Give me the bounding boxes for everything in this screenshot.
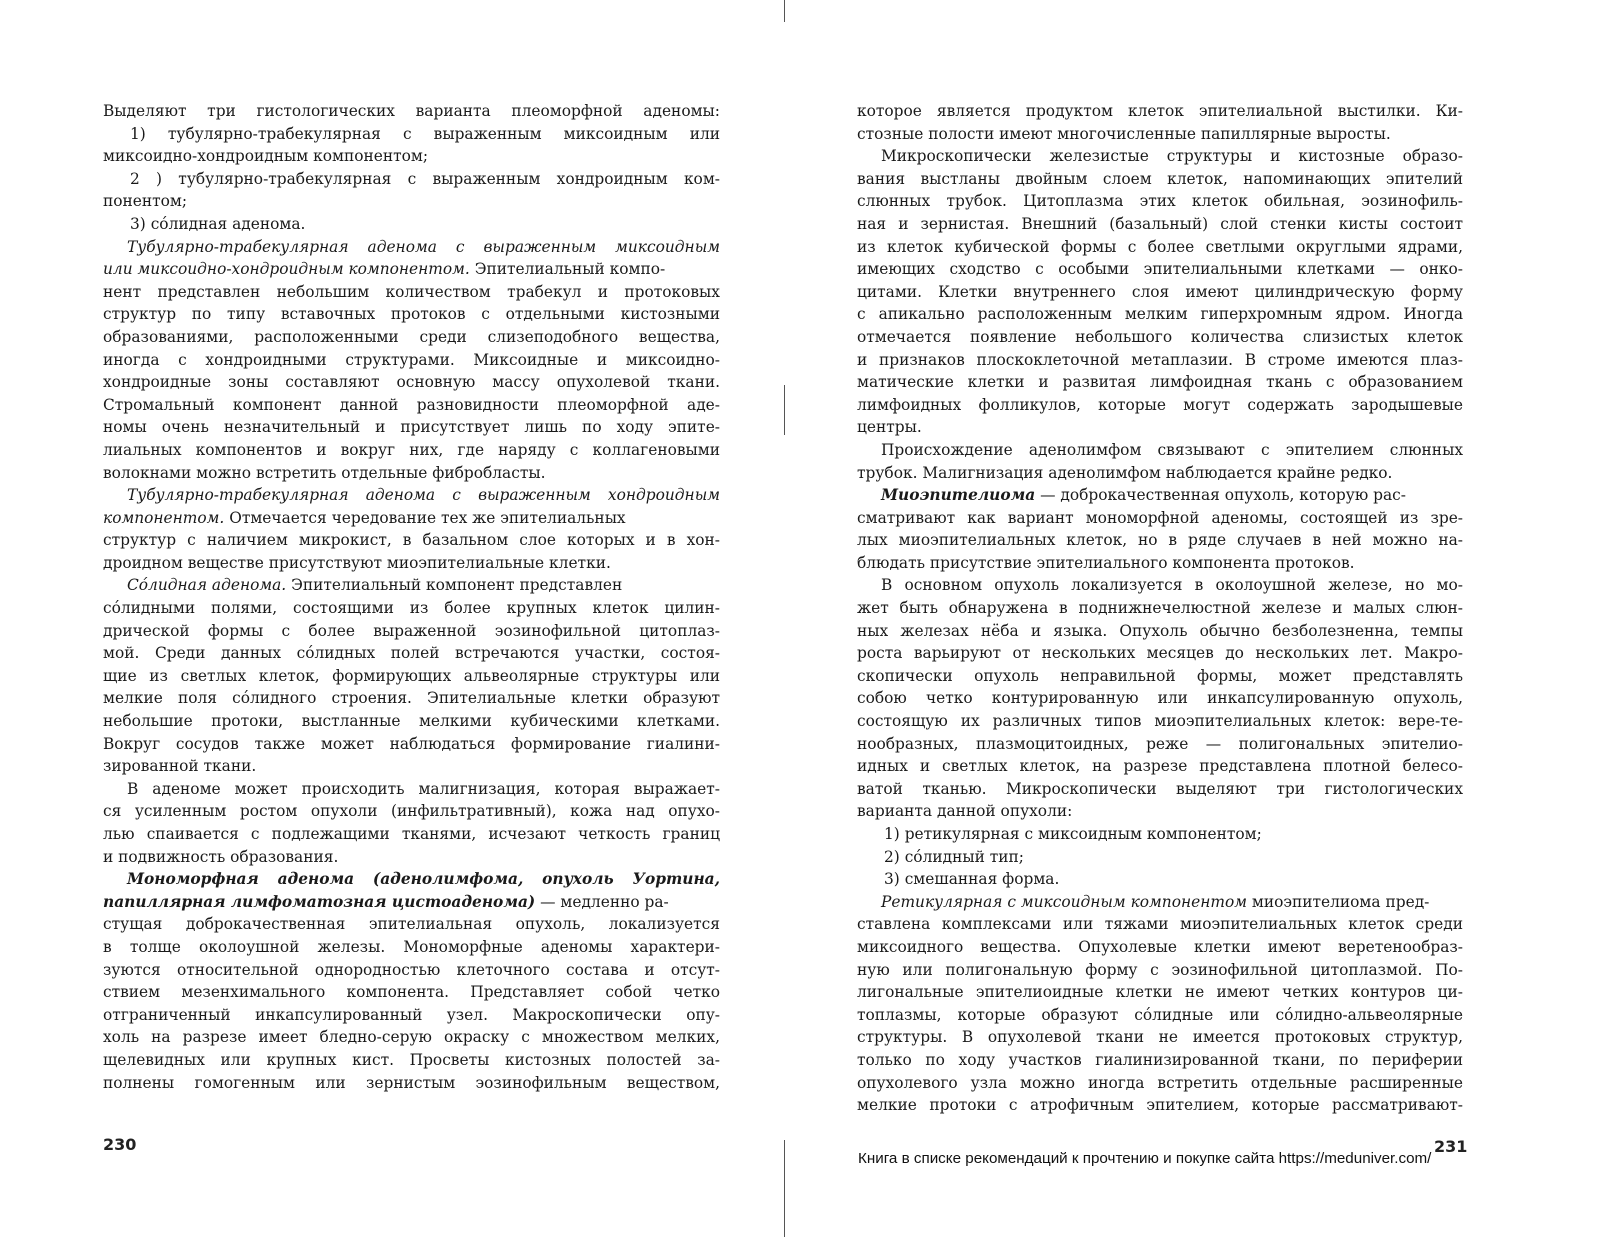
list-item: 1) ретикулярная с миксоидным компонентом;: [884, 825, 1262, 843]
section-heading: Тубулярно-трабекулярная аденома с выраженным миксоидным: [127, 237, 720, 256]
text-line: варианта данной опухоли:: [857, 802, 1073, 821]
text-line: Происхождение аденолимфом связывают с эпителием слюнных: [881, 440, 1463, 459]
text-line: топлазмы, которые образуют сóлидные или сóлидно-альвеолярные: [857, 1005, 1463, 1024]
text-line: отграниченный инкапсулированный узел. Макроскопически опу-: [103, 1005, 720, 1024]
text-line: и подвижность образования.: [103, 847, 339, 866]
section-heading: компонентом.: [103, 508, 225, 527]
section-heading: Тубулярно-трабекулярная аденома с выраженным хондроидным: [127, 486, 720, 505]
text-line: в толще околоушной железы. Мономорфные аденомы характери-: [103, 937, 720, 956]
text-line: лиальных компонентов и вокруг них, где наряду с коллагеновыми: [103, 440, 720, 459]
text-line: центры.: [857, 418, 922, 437]
section-heading: папиллярная лимфоматозная цистоаденома): [103, 892, 536, 911]
text-line: состоящую их различных типов миоэпителиальных клеток: вере-те-: [857, 712, 1463, 731]
text-line: из клеток кубической формы с более светлыми округлыми ядрами,: [857, 237, 1463, 256]
text-line: которое является продуктом клеток эпителиальной выстилки. Ки-: [857, 102, 1463, 120]
text-line: структур по типу вставочных протоков с отдельными кистозными: [103, 305, 720, 324]
text-fragment: Отмечается чередование тех же эпителиальных: [229, 508, 626, 527]
text-line: понентом;: [103, 192, 188, 211]
text-line: структур с наличием микрокист, в базальном слое которых и в хон-: [103, 531, 720, 550]
text-line: полнены гомогенным или зернистым эозинофильным веществом,: [103, 1073, 720, 1092]
text-line: опухолевого узла можно иногда встретить отдельные расширенные: [857, 1073, 1463, 1092]
text-line: Вокруг сосудов также может наблюдаться формирование гиалини-: [103, 734, 720, 753]
list-item: 2 ) тубулярно-трабекулярная с выраженным хондроидным ком-: [130, 169, 720, 188]
text-line: нообразных, плазмоцитоидных, реже — полигональных эпителио-: [857, 734, 1463, 753]
text-line: миксоидно-хондроидным компонентом;: [103, 147, 429, 166]
text-line: мелкие протоки с атрофичным эпителием, которые рассматривают-: [857, 1096, 1463, 1115]
text-line: матические клетки и развитая лимфоидная ткань с образованием: [857, 373, 1463, 392]
text-line: волокнами можно встретить отдельные фибробласты.: [103, 463, 546, 482]
text-line: лью спаивается с подлежащими тканями, исчезают четкость границ: [103, 825, 720, 843]
list-item: 3) смешанная форма.: [884, 870, 1060, 889]
text-line: миксоидного вещества. Опухолевые клетки имеют веретенообраз-: [857, 937, 1463, 956]
text-line: ствием мезенхимального компонента. Представляет собой четко: [103, 983, 720, 1002]
text-line: [857, 891, 1463, 914]
text-line: лигональные эпителиоидные клетки не имеют четких контуров ци-: [857, 983, 1463, 1002]
text-line: цитами. Клетки внутреннего слоя имеют цилиндрическую форму: [857, 282, 1463, 301]
text-line: номы очень незначительный и присутствует лишь по ходу эпите-: [103, 418, 720, 437]
list-item: 3) сóлидная аденома.: [130, 214, 306, 233]
text-line: щелевидных или крупных кист. Просветы кистозных полостей за-: [103, 1050, 720, 1069]
text-line: дроидном веществе присутствуют миоэпителиальные клетки.: [103, 553, 611, 572]
text-line: идных и светлых клеток, на разрезе представлена плотной белесо-: [857, 757, 1463, 776]
text-line: ставлена комплексами или тяжами миоэпителиальных клеток среди: [857, 915, 1463, 934]
text-line: вания выстланы двойным слоем клеток, напоминающих эпителий: [857, 169, 1463, 188]
section-heading: или миксоидно-хондроидным компонентом.: [103, 260, 470, 279]
text-line: [857, 484, 1463, 507]
text-line: ся усиленным ростом опухоли (инфильтративный), кожа над опухо-: [103, 802, 720, 821]
text-line: ная и зернистая. Внешний (базальный) слой стенки кисты состоит: [857, 214, 1463, 233]
footer-note: Книга в списке рекомендаций к прочтению и покупке сайта https://meduniver.com/: [858, 1150, 1432, 1167]
text-line: только по ходу участков гиалинизированной ткани, по периферии: [857, 1050, 1463, 1069]
text-line: образованиями, расположенными среди слизеподобного вещества,: [103, 327, 720, 346]
text-fragment: — медленно ра-: [535, 892, 669, 911]
text-line: Микроскопически железистые структуры и кистозные образо-: [881, 147, 1463, 166]
text-line: жет быть обнаружена в поднижнечелюстной железе и малых слюн-: [857, 599, 1463, 618]
text-line: структуры. В опухолевой ткани не имеется протоковых структур,: [857, 1028, 1463, 1047]
text-line: имеющих сходство с особыми эпителиальными клетками — онко-: [857, 260, 1463, 279]
text-line: роста варьируют от нескольких месяцев до нескольких лет. Макро-: [857, 644, 1463, 663]
text-line: и признаков плоскоклеточной метаплазии. В строме имеются плаз-: [857, 350, 1463, 369]
text-line: с апикально расположенным мелким гиперхромным ядром. Иногда: [857, 305, 1463, 324]
text-line: дрической формы с более выраженной эозинофильной цитоплаз-: [103, 621, 720, 640]
text-line: ватой тканью. Микроскопически выделяют три гистологических: [857, 779, 1463, 798]
text-line: блюдать присутствие эпителиального компонента протоков.: [857, 553, 1355, 572]
text-line: хондроидные зоны составляют основную массу опухолевой ткани.: [103, 373, 720, 392]
text-line: [103, 258, 720, 281]
text-line: холь на разрезе имеет бледно-серую окраску с множеством мелких,: [103, 1028, 720, 1047]
text-line: зуются относительной однородностью клеточного состава и отсут-: [103, 960, 720, 979]
text-line: отмечается появление небольшого количества слизистых клеток: [857, 327, 1463, 346]
text-line: нент представлен небольшим количеством трабекул и протоковых: [103, 282, 720, 301]
list-item: 1) тубулярно-трабекулярная с выраженным миксоидным или: [130, 124, 720, 143]
text-line: собою четко контурированную или инкапсулированную опухоль,: [857, 689, 1463, 708]
section-heading: Мономорфная аденома (аденолимфома, опухоль Уортина,: [127, 870, 720, 889]
page-number-right: 231: [1434, 1137, 1468, 1156]
text-line: щие из светлых клеток, формирующих альвеолярные структуры или: [103, 666, 720, 685]
text-line: лимфоидных фолликулов, которые могут содержать зародышевые: [857, 395, 1463, 414]
left-page: [103, 100, 720, 1094]
spine-line-middle: [784, 385, 785, 435]
text-line: слюнных трубок. Цитоплазма этих клеток обильная, эозинофиль-: [857, 192, 1463, 211]
text-line: В аденоме может происходить малигнизация, которая выражает-: [127, 779, 720, 798]
text-fragment: — доброкачественная опухоль, которую рас-: [1035, 486, 1406, 505]
text-line: ных железах нёба и языка. Опухоль обычно безболезненна, темпы: [857, 621, 1463, 640]
text-line: мелкие поля сóлидного строения. Эпителиальные клетки образуют: [103, 689, 720, 708]
text-line: [103, 891, 720, 914]
text-fragment: Эпителиальный компо-: [474, 260, 666, 279]
text-line: зированной ткани.: [103, 757, 257, 776]
text-line: ную или полигональную форму с эозинофильной цитоплазмой. По-: [857, 960, 1463, 979]
spine-line-top: [784, 0, 785, 22]
text-line: сóлидными полями, состоящими из более крупных клеток цилин-: [103, 599, 720, 618]
section-heading: Сóлидная аденома.: [127, 576, 287, 595]
text-line: стозные полости имеют многочисленные папиллярные выросты.: [857, 124, 1391, 143]
text-line: [103, 574, 720, 597]
text-line: Стромальный компонент данной разновидности плеоморфной аде-: [103, 395, 720, 414]
section-heading: Миоэпителиома: [881, 486, 1036, 505]
text-line: лых миоэпителиальных клеток, но в ряде случаев в ней можно на-: [857, 531, 1463, 550]
text-line: трубок. Малигнизация аденолимфом наблюдается крайне редко.: [857, 463, 1393, 482]
text-line: скопически опухоль неправильной формы, может представлять: [857, 666, 1463, 685]
text-line: В основном опухоль локализуется в околоушной железе, но мо-: [881, 576, 1463, 595]
right-page: [857, 100, 1463, 1117]
text-line: мой. Среди данных сóлидных полей встречаются участки, состоя-: [103, 644, 720, 663]
list-item: 2) сóлидный тип;: [884, 847, 1024, 866]
text-fragment: Эпителиальный компонент представлен: [291, 576, 623, 595]
spine-line-bottom: [784, 1140, 785, 1237]
section-heading: Ретикулярная с миксоидным компонентом: [881, 892, 1247, 911]
text-line: Выделяют три гистологических варианта плеоморфной аденомы:: [103, 102, 720, 120]
page-number-left: 230: [103, 1135, 137, 1154]
text-line: иногда с хондроидными структурами. Миксоидные и миксоидно-: [103, 350, 720, 369]
text-line: стущая доброкачественная эпителиальная опухоль, локализуется: [103, 915, 720, 934]
text-line: небольшие протоки, выстланные мелкими кубическими клетками.: [103, 712, 720, 731]
text-line: сматривают как вариант мономорфной аденомы, состоящей из зре-: [857, 508, 1463, 527]
text-line: [103, 507, 720, 530]
text-fragment: миоэпителиома пред-: [1246, 892, 1430, 911]
